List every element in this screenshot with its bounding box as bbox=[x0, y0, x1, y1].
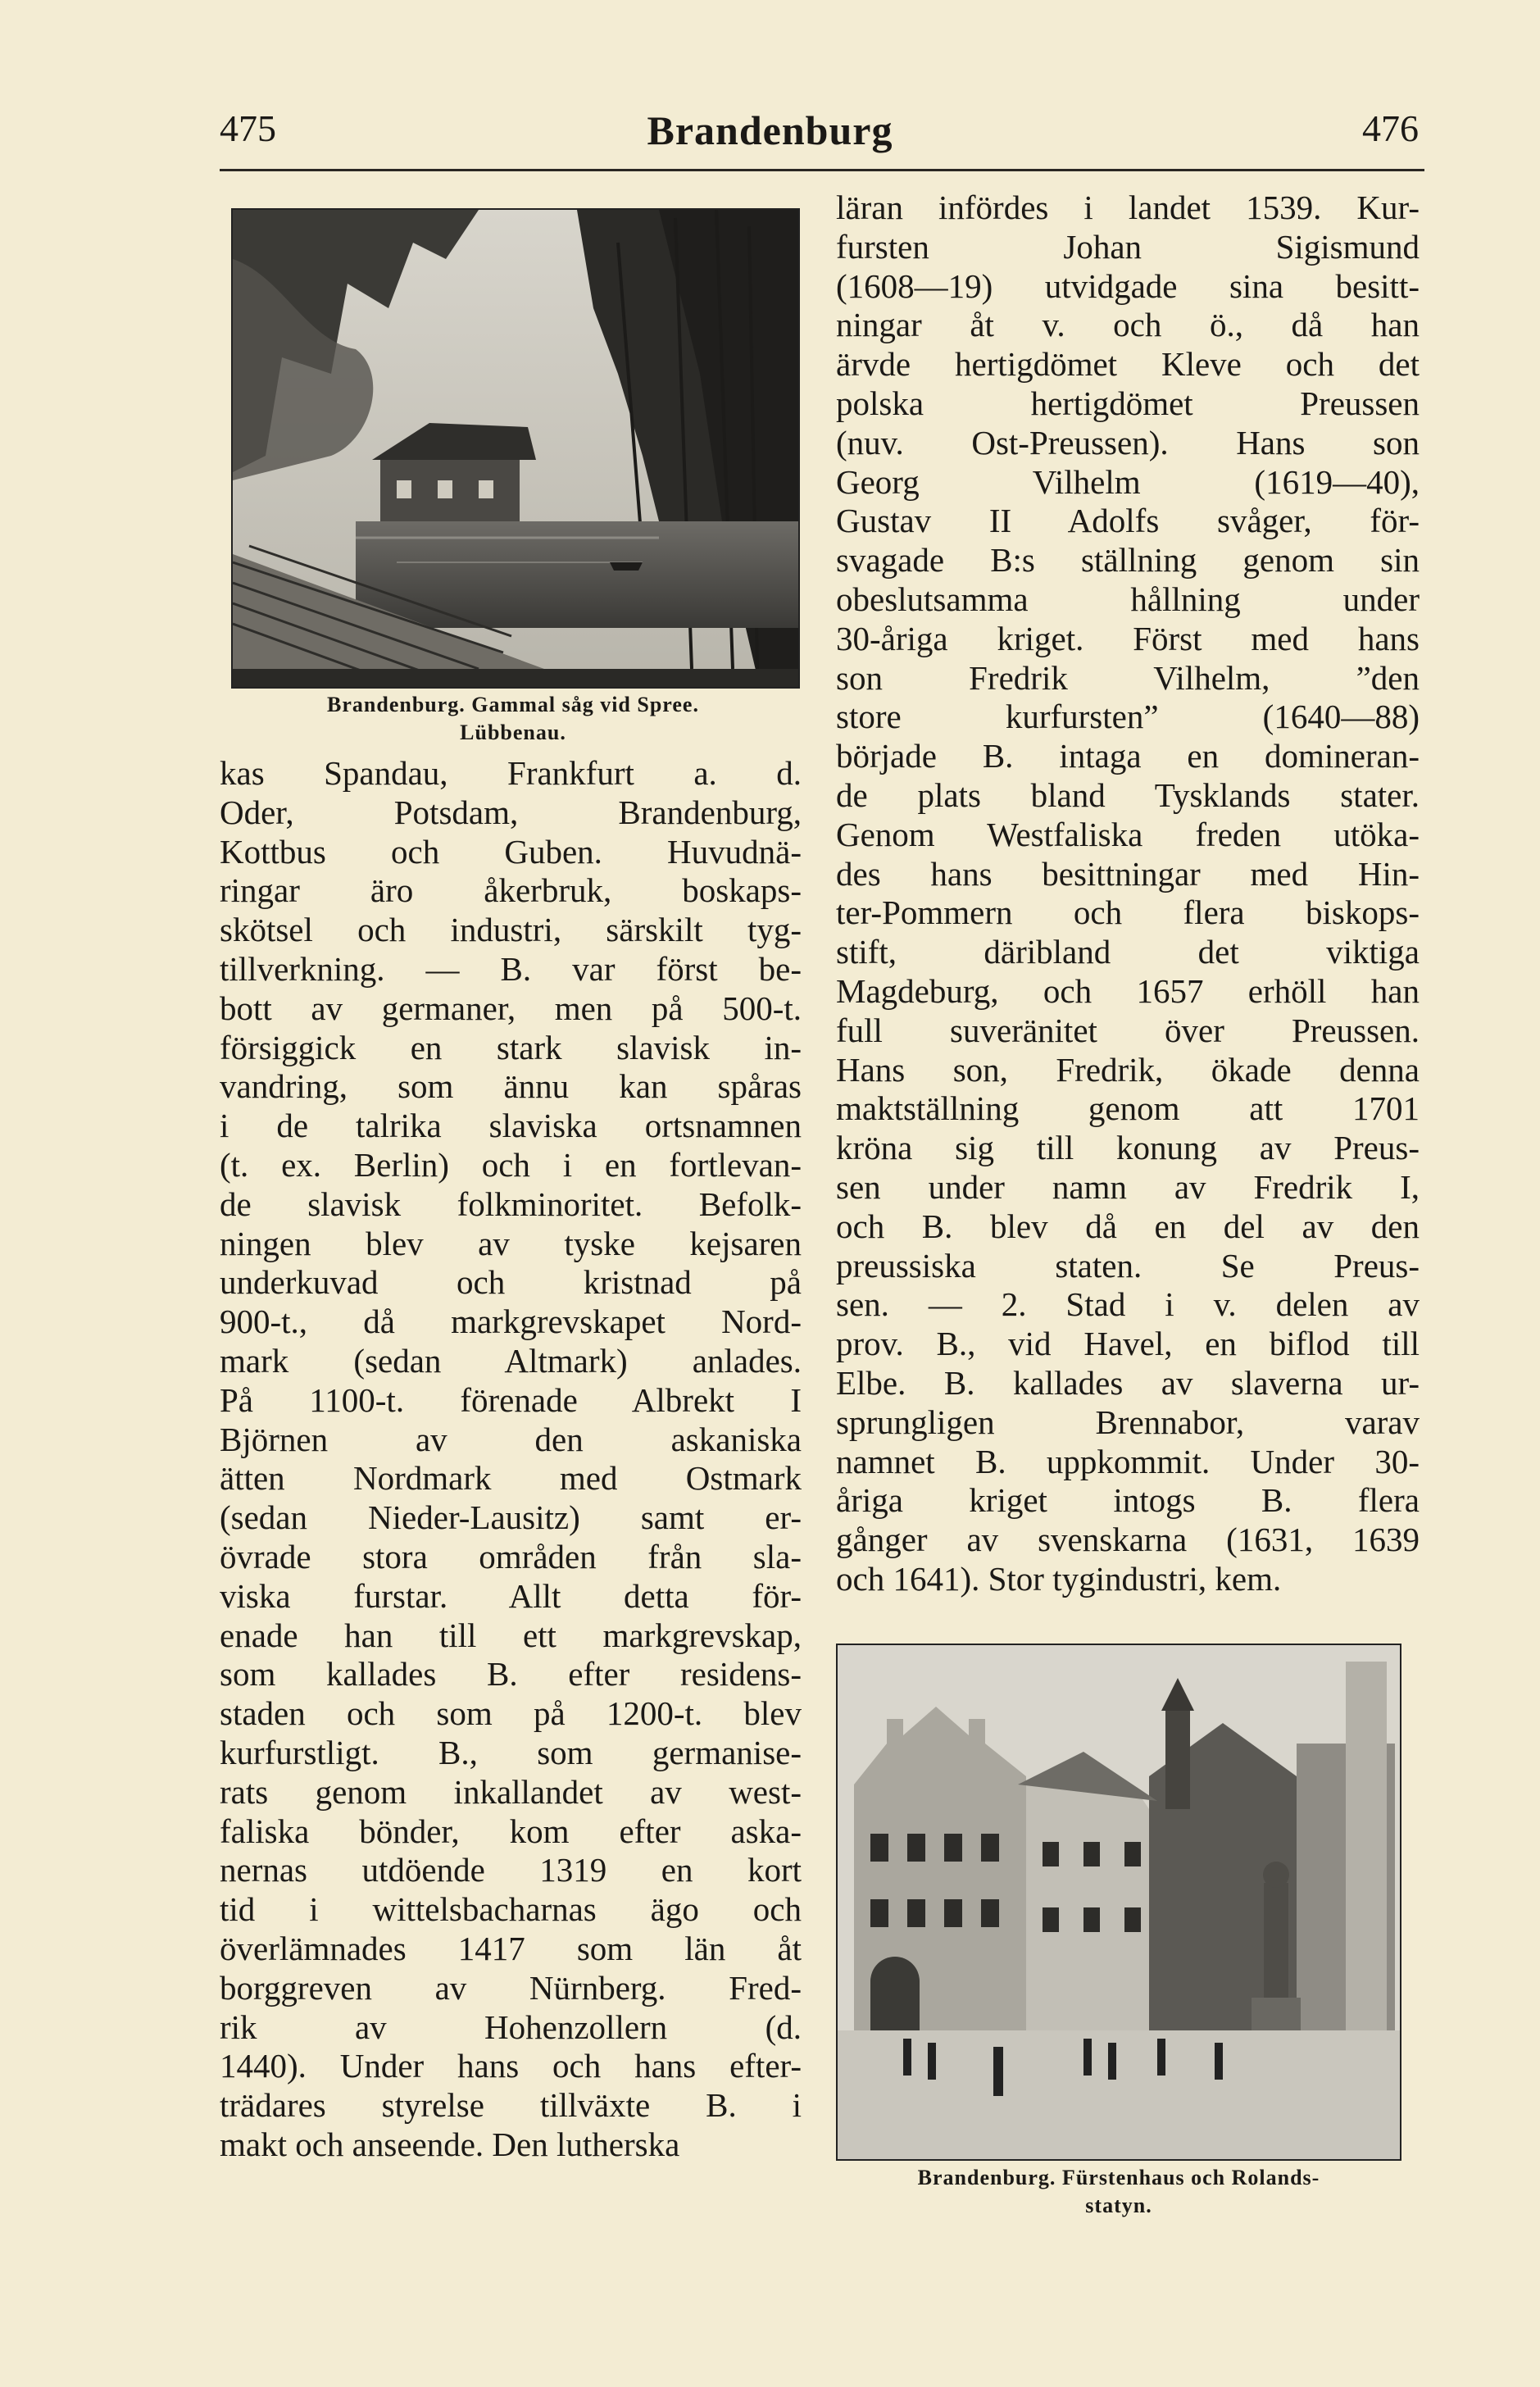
text-line: rats genom inkallandet av west- bbox=[220, 1772, 802, 1811]
text-line: Kottbus och Guben. Huvudnä- bbox=[220, 832, 802, 871]
text-line: trädares styrelse tillväxte B. i bbox=[220, 2086, 802, 2125]
text-line: skötsel och industri, särskilt tyg- bbox=[220, 911, 802, 949]
caption-line: Brandenburg. Gammal såg vid Spree. bbox=[327, 693, 699, 716]
text-line: Magdeburg, och 1657 erhöll han bbox=[836, 971, 1420, 1010]
text-line: sen. — 2. Stad i v. delen av bbox=[836, 1285, 1420, 1324]
text-line: i de talrika slaviska ortsnamnen bbox=[220, 1107, 802, 1145]
text-line: Oder, Potsdam, Brandenburg, bbox=[220, 793, 802, 831]
text-line: (t. ex. Berlin) och i en fortlevan- bbox=[220, 1145, 802, 1184]
text-line: ningar åt v. och ö., då han bbox=[836, 306, 1420, 344]
text-line: Elbe. B. kallades av slaverna ur- bbox=[836, 1363, 1420, 1402]
text-line: mark (sedan Altmark) anlades. bbox=[220, 1341, 802, 1380]
sawmill-photo bbox=[231, 208, 800, 689]
text-line: borggreven av Nürnberg. Fred- bbox=[220, 1968, 802, 2007]
text-line: svagade B:s ställning genom sin bbox=[836, 541, 1420, 580]
text-line: och B. blev då en del av den bbox=[836, 1207, 1420, 1245]
text-line: makt och anseende. Den lutherska bbox=[220, 2125, 680, 2163]
text-line: Georg Vilhelm (1619—40), bbox=[836, 462, 1420, 501]
text-line: prov. B., vid Havel, en biflod till bbox=[836, 1325, 1420, 1363]
text-line: ter-Pommern och flera biskops- bbox=[836, 893, 1420, 932]
text-line: namnet B. uppkommit. Under 30- bbox=[836, 1442, 1420, 1480]
text-line: ätten Nordmark med Ostmark bbox=[220, 1459, 802, 1498]
text-line: 1440). Under hans och hans efter- bbox=[220, 2047, 802, 2085]
text-line: övrade stora områden från sla- bbox=[220, 1537, 802, 1575]
text-line: (sedan Nieder-Lausitz) samt er- bbox=[220, 1498, 802, 1537]
text-line: vandring, som ännu kan spåras bbox=[220, 1067, 802, 1106]
figure-caption bbox=[824, 2164, 1414, 2220]
text-line: (nuv. Ost-Preussen). Hans son bbox=[836, 423, 1420, 461]
text-line: full suveränitet över Preussen. bbox=[836, 1011, 1420, 1049]
text-line: sen under namn av Fredrik I, bbox=[836, 1167, 1420, 1206]
caption-line: statyn. bbox=[1085, 2194, 1152, 2217]
text-line: Hans son, Fredrik, ökade denna bbox=[836, 1050, 1420, 1089]
text-line: På 1100-t. förenade Albrekt I bbox=[220, 1380, 802, 1419]
text-line: åriga kriget intogs B. flera bbox=[836, 1481, 1420, 1520]
text-line: maktställning genom att 1701 bbox=[836, 1089, 1420, 1128]
text-line: underkuvad och kristnad på bbox=[220, 1263, 802, 1302]
caption-line: Lübbenau. bbox=[460, 721, 566, 744]
text-column-left bbox=[220, 754, 802, 2165]
text-line: des hans besittningar med Hin- bbox=[836, 854, 1420, 893]
text-line: enade han till ett markgrevskap, bbox=[220, 1616, 802, 1654]
text-line: läran infördes i landet 1539. Kur- bbox=[836, 189, 1420, 226]
text-line: store kurfursten” (1640—88) bbox=[836, 698, 1420, 736]
text-line: tillverkning. — B. var först be- bbox=[220, 949, 802, 988]
text-line: Genom Westfaliska freden utöka- bbox=[836, 815, 1420, 853]
text-line: ningen blev av tyske kejsaren bbox=[220, 1224, 802, 1262]
text-line: fursten Johan Sigismund bbox=[836, 227, 1420, 266]
text-line: började B. intaga en domineran- bbox=[836, 737, 1420, 775]
text-line: och 1641). Stor tygindustri, kem. bbox=[836, 1559, 1282, 1598]
text-line: preussiska staten. Se Preus- bbox=[836, 1246, 1420, 1284]
text-line: kas Spandau, Frankfurt a. d. bbox=[220, 754, 802, 792]
text-line: staden och som på 1200-t. blev bbox=[220, 1694, 802, 1733]
text-line: 900-t., då markgrevskapet Nord- bbox=[220, 1303, 802, 1341]
text-line: (1608—19) utvidgade sina besitt- bbox=[836, 266, 1420, 305]
text-line: ärvde hertigdömet Kleve och det bbox=[836, 345, 1420, 384]
text-line: obeslutsamma hållning under bbox=[836, 580, 1420, 618]
text-line: försiggick en stark slavisk in- bbox=[220, 1028, 802, 1066]
text-line: rik av Hohenzollern (d. bbox=[220, 2007, 802, 2046]
text-line: kröna sig till konung av Preus- bbox=[836, 1129, 1420, 1167]
text-line: faliska bönder, kom efter aska- bbox=[220, 1812, 802, 1850]
text-line: bott av germaner, men på 500-t. bbox=[220, 989, 802, 1027]
page-number-right: 476 bbox=[1362, 107, 1419, 149]
fuerstenhaus-photo bbox=[836, 1644, 1401, 2161]
running-head-title: Brandenburg bbox=[647, 107, 893, 153]
text-column-right bbox=[836, 189, 1420, 1599]
header-rule bbox=[220, 169, 1424, 171]
text-line: Björnen av den askaniska bbox=[220, 1420, 802, 1458]
text-line: sprungligen Brennabor, varav bbox=[836, 1403, 1420, 1441]
text-line: de plats bland Tysklands stater. bbox=[836, 775, 1420, 814]
text-line: de slavisk folkminoritet. Befolk- bbox=[220, 1184, 802, 1223]
figure-caption bbox=[220, 691, 806, 747]
text-line: Gustav II Adolfs svåger, för- bbox=[836, 502, 1420, 540]
text-line: tid i wittelsbacharnas ägo och bbox=[220, 1890, 802, 1929]
text-line: son Fredrik Vilhelm, ”den bbox=[836, 658, 1420, 697]
text-line: nernas utdöende 1319 en kort bbox=[220, 1851, 802, 1889]
text-line: kurfurstligt. B., som germanise- bbox=[220, 1733, 802, 1771]
text-line: gånger av svenskarna (1631, 1639 bbox=[836, 1521, 1420, 1559]
text-line: polska hertigdömet Preussen bbox=[836, 384, 1420, 422]
text-line: som kallades B. efter residens- bbox=[220, 1655, 802, 1694]
text-line: ringar äro åkerbruk, boskaps- bbox=[220, 871, 802, 910]
text-line: stift, däribland det viktiga bbox=[836, 933, 1420, 971]
text-line: viska furstar. Allt detta för- bbox=[220, 1576, 802, 1615]
text-line: överlämnades 1417 som län åt bbox=[220, 1929, 802, 1967]
caption-line: Brandenburg. Fürstenhaus och Rolands- bbox=[917, 2166, 1320, 2189]
page-number-left: 475 bbox=[220, 107, 276, 149]
text-line: 30-åriga kriget. Först med hans bbox=[836, 619, 1420, 657]
